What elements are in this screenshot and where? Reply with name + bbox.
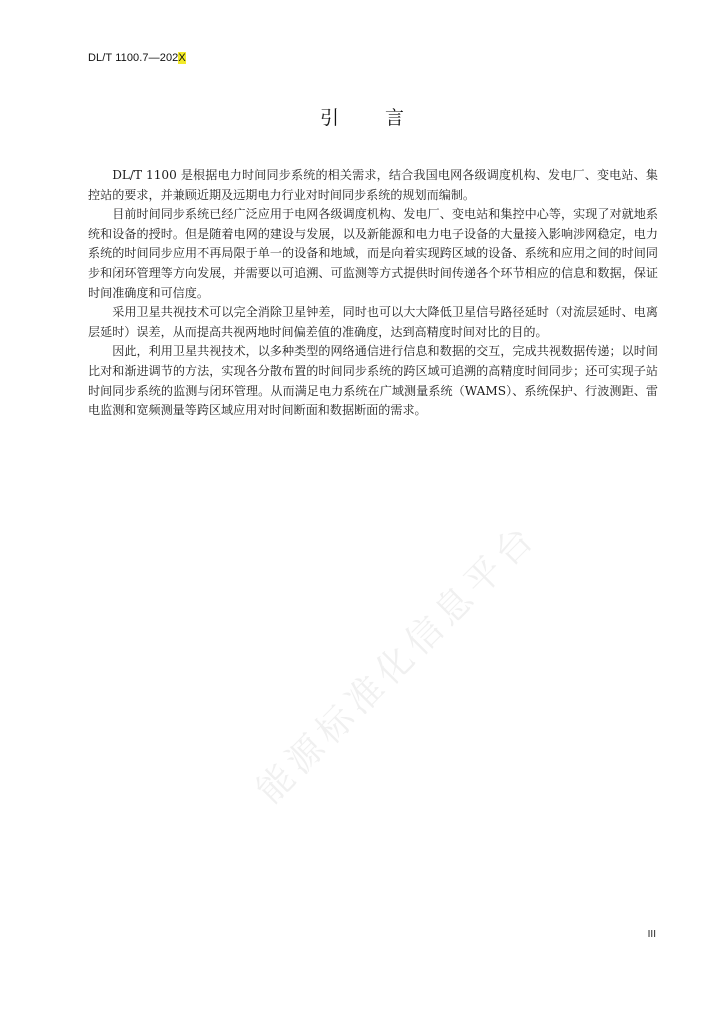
paragraph-1: DL/T 1100 是根据电力时间同步系统的相关需求，结合我国电网各级调度机构、发电厂、变电站、集控站的要求，并兼顾近期及远期电力行业对时间同步系统的规划而编制。 xyxy=(88,168,658,202)
section-title-char-1: 引 xyxy=(319,107,339,129)
page-number: III xyxy=(647,929,656,940)
document-code-prefix: DL/T 1100.7—202 xyxy=(88,52,179,64)
paragraph-2: 目前时间同步系统已经广泛应用于电网各级调度机构、发电厂、变电站和集控中心等，实现了对就地系统和设备的授时。但是随着电网的建设与发展，以及新能源和电力电子设备的大量接入影响涉网稳定，电力系统的时间同步应用不再局限于单一的设备和地域，而是向着实现跨区域的设备、系统和应用之间的时间同步和闭环管理等方向发展，并需要以可追溯、可监测等方式提供时间传递各个环节相应的信息和数据，保证时间准确度和可信度。 xyxy=(88,207,658,300)
section-title-char-2: 言 xyxy=(385,107,405,129)
paragraph-3: 采用卫星共视技术可以完全消除卫星钟差，同时也可以大大降低卫星信号路径延时（对流层延时、电离层延时）误差，从而提高共视两地时间偏差值的准确度，达到高精度时间对比的目的。 xyxy=(88,305,658,339)
document-code-highlight: X xyxy=(178,52,186,64)
section-title xyxy=(0,103,724,130)
introduction-body xyxy=(88,166,658,421)
paragraph-4: 因此，利用卫星共视技术，以多种类型的网络通信进行信息和数据的交互，完成共视数据传递；以时间比对和渐进调节的方法，实现各分散布置的时间同步系统的跨区域可追溯的高精度时间同步；还可实现子站时间同步系统的监测与闭环管理。从而满足电力系统在广域测量系统（WAMS）、系统保护、行波测距、雷电监测和宽频测量等跨区域应用对时间断面和数据断面的需求。 xyxy=(88,344,658,418)
document-code-header xyxy=(88,52,186,64)
watermark: 能源标准化信息平台 xyxy=(248,515,546,812)
